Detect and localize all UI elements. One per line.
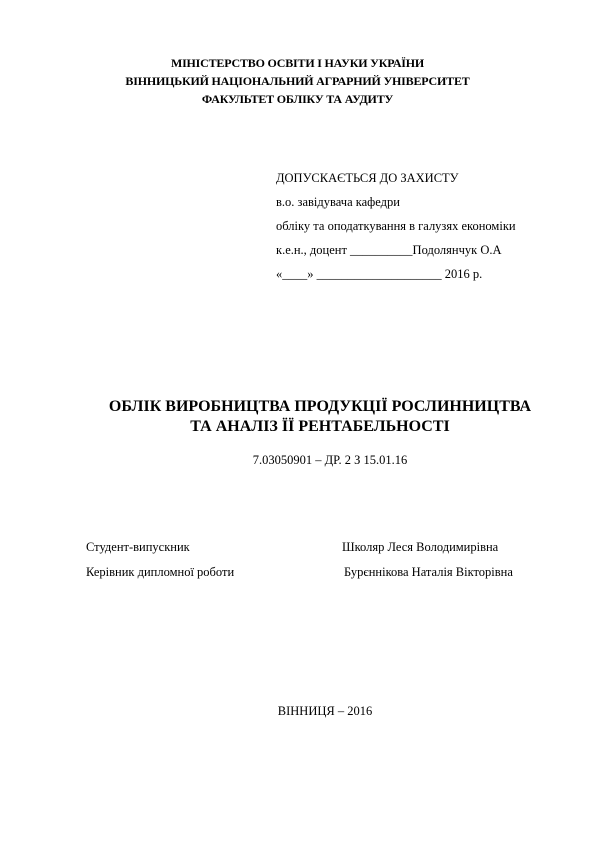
ministry-name: МІНІСТЕРСТВО ОСВІТИ І НАУКИ УКРАЇНИ bbox=[170, 56, 425, 70]
approval-department: обліку та оподаткування в галузях економіки bbox=[276, 219, 516, 233]
thesis-title bbox=[0, 397, 595, 437]
supervisor-name: Бурєннікова Наталія Вікторівна bbox=[344, 565, 513, 579]
supervisor-label: Керівник дипломної роботи bbox=[86, 565, 235, 579]
student-row bbox=[86, 538, 546, 556]
approval-block bbox=[276, 166, 516, 286]
supervisor-row bbox=[86, 563, 546, 581]
university-name: ВІННИЦЬКИЙ НАЦІОНАЛЬНИЙ АГРАРНИЙ УНІВЕРСИТЕТ bbox=[125, 74, 470, 88]
approval-date: «____» ____________________ 2016 р. bbox=[276, 267, 483, 281]
approval-heading: ДОПУСКАЄТЬСЯ ДО ЗАХИСТУ bbox=[276, 171, 459, 185]
approval-signatory: к.е.н., доцент __________Подолянчук О.А bbox=[276, 243, 502, 257]
approval-position: в.о. завідувача кафедри bbox=[276, 195, 400, 209]
city-year: ВІННИЦЯ – 2016 bbox=[277, 704, 373, 718]
thesis-title-line-1: ОБЛІК ВИРОБНИЦТВА ПРОДУКЦІЇ РОСЛИННИЦТВА bbox=[108, 398, 532, 415]
faculty-name: ФАКУЛЬТЕТ ОБЛІКУ ТА АУДИТУ bbox=[201, 92, 394, 106]
student-label: Студент-випускник bbox=[86, 540, 190, 554]
document-code: 7.03050901 – ДР. 2 З 15.01.16 bbox=[252, 453, 408, 467]
student-name: Школяр Леся Володимирівна bbox=[342, 540, 499, 554]
institution-header bbox=[0, 54, 595, 108]
thesis-title-line-2: ТА АНАЛІЗ ЇЇ РЕНТАБЕЛЬНОСТІ bbox=[190, 418, 450, 435]
